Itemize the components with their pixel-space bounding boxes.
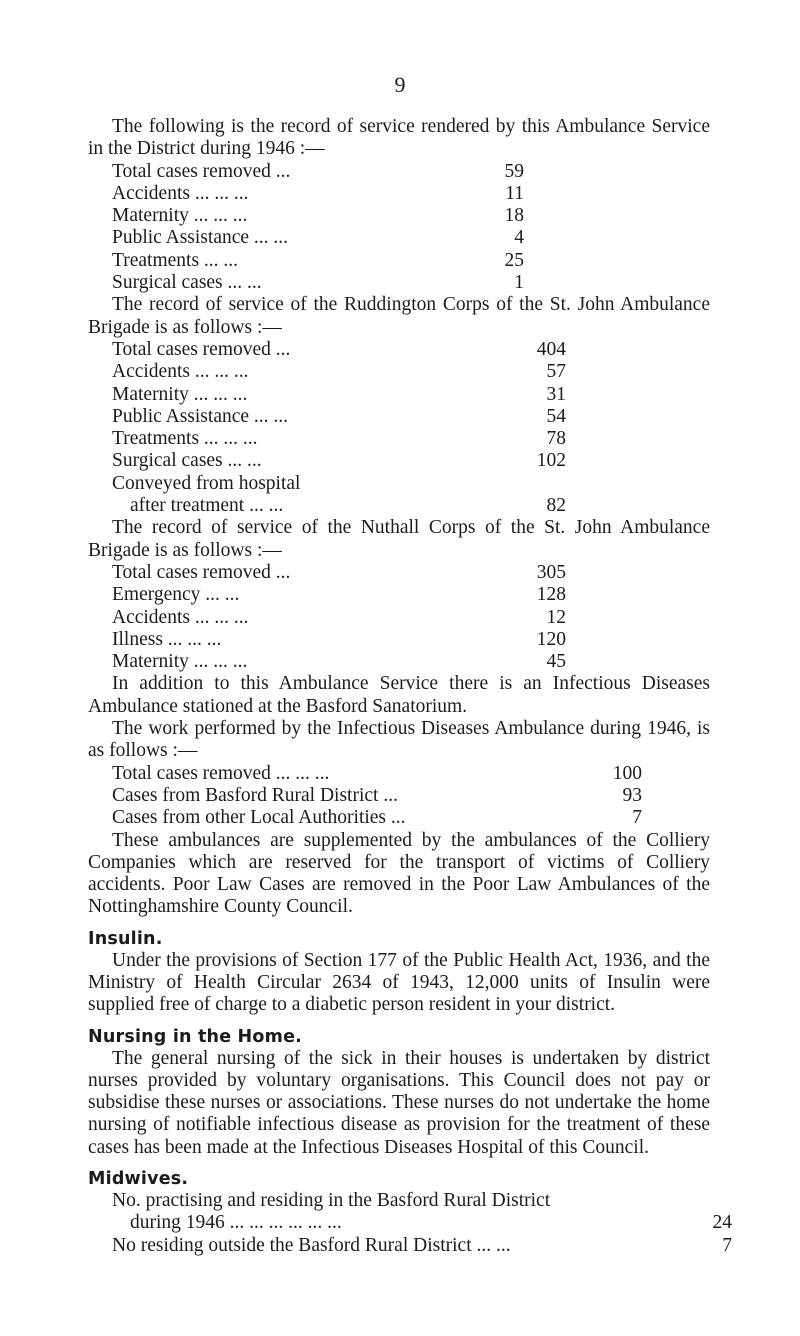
page-number: 9 <box>394 72 406 97</box>
infectious-para-2: The work performed by the Infectious Diseases Ambulance during 1946, is as follows :— <box>88 718 710 762</box>
nuthall-table <box>112 562 566 673</box>
nuthall-intro: The record of service of the Nuthall Corps of the St. John Ambulance Brigade is as follows :— <box>88 517 710 561</box>
table-row: Conveyed from hospital <box>112 472 301 494</box>
table-row: No residing outside the Basford Rural District ... ... 7 <box>112 1234 732 1256</box>
table-row: Total cases removed ... 404 <box>112 338 566 360</box>
insulin-text: Under the provisions of Section 177 of the Public Health Act, 1936, and the Ministry of Health Circular 2634 of 1943, 12,000 units of Insulin were supplied free of charge to a diabetic person resident in your district. <box>88 949 710 1016</box>
infectious-table <box>112 763 642 830</box>
table-row: Illness ... ... ... 120 <box>112 628 566 650</box>
nursing-heading: Nursing in the Home. <box>88 1026 302 1047</box>
nursing-text: The general nursing of the sick in their houses is undertaken by district nurses provided by voluntary organisations. This Council does not pay or subsidise these nurses or associations. These nurses do not undertake the home nursing of notifiable infectious disease as provision for the treatment of these cases has been made at the Infectious Diseases Hospital of this Council. <box>88 1047 710 1158</box>
table-row: Total cases removed ... ... ... 100 <box>112 762 642 784</box>
table-row: Cases from Basford Rural District ... 93 <box>112 784 642 806</box>
table-row: Treatments ... ... 25 <box>112 249 524 271</box>
ambulance-table <box>112 161 524 295</box>
ruddington-table <box>112 339 566 517</box>
table-row: Public Assistance ... ... 4 <box>112 227 524 249</box>
infectious-para-3: These ambulances are supplemented by the ambulances of the Colliery Companies which are reserved for the transport of victims of Colliery accidents. Poor Law Cases are removed in the Poor Law Ambulances of the Nottinghamshire County Council. <box>88 829 710 918</box>
table-row: Accidents ... ... ... 12 <box>112 606 566 628</box>
table-row: Accidents ... ... ... 57 <box>112 361 566 383</box>
table-row: Maternity ... ... ... 18 <box>112 205 524 227</box>
table-row: Emergency ... ... 128 <box>112 584 566 606</box>
ambulance-intro: The following is the record of service rendered by this Ambulance Service in the District during 1946 :— <box>88 116 710 160</box>
midwives-table <box>112 1190 732 1257</box>
table-row: Maternity ... ... ... 31 <box>112 383 566 405</box>
midwives-heading: Midwives. <box>88 1169 189 1190</box>
table-row: Cases from other Local Authorities ... 7 <box>112 807 642 829</box>
ruddington-intro: The record of service of the Ruddington Corps of the St. John Ambulance Brigade is as follows :— <box>88 294 710 338</box>
table-row: Total cases removed ... 59 <box>112 160 524 182</box>
table-row: Total cases removed ... 305 <box>112 561 566 583</box>
table-row: Surgical cases ... ... 1 <box>112 272 524 294</box>
table-row: Maternity ... ... ... 45 <box>112 651 566 673</box>
table-row: during 1946 ... ... ... ... ... ... 24 <box>130 1212 732 1234</box>
insulin-heading: Insulin. <box>88 928 163 949</box>
table-row: Surgical cases ... ... 102 <box>112 450 566 472</box>
table-row: after treatment ... ... 82 <box>130 495 566 517</box>
infectious-para-1: In addition to this Ambulance Service there is an Infectious Diseases Ambulance stationed at the Basford Sanatorium. <box>88 673 710 717</box>
page-content <box>88 116 732 1257</box>
table-row: Treatments ... ... ... 78 <box>112 428 566 450</box>
table-row: Accidents ... ... ... 11 <box>112 182 524 204</box>
table-row: No. practising and residing in the Basford Rural District <box>112 1190 551 1212</box>
table-row: Public Assistance ... ... 54 <box>112 405 566 427</box>
